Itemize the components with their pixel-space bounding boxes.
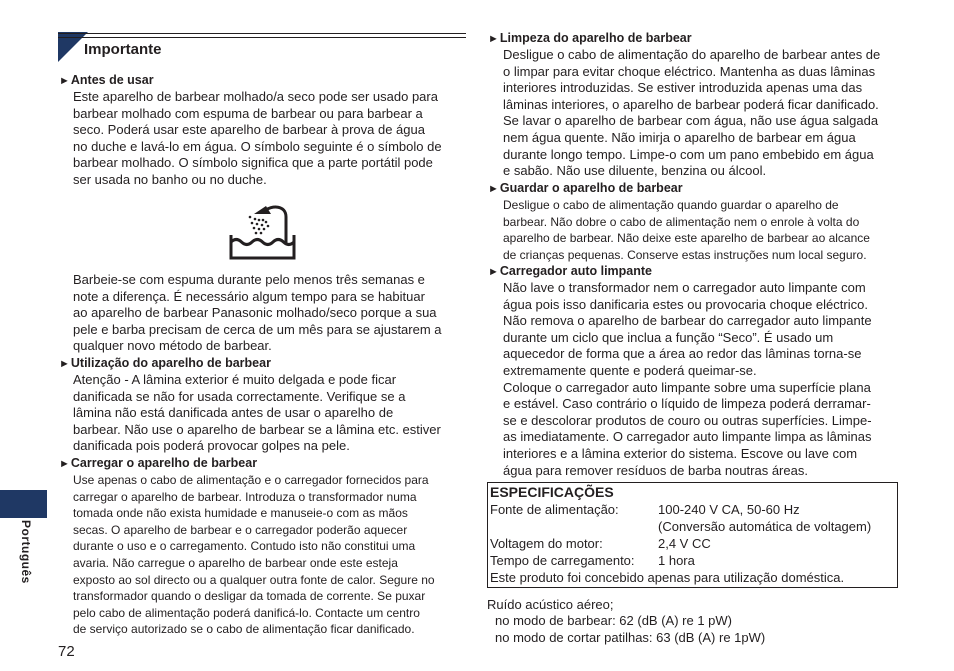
text-line: Não remova o aparelho de barbear do carregador auto limpante <box>503 313 872 329</box>
text-line: barbear molhado com espuma de barbear ou para barbear a <box>73 105 423 121</box>
triangle-bullet-icon: ► <box>59 75 70 87</box>
spec-power-note: (Conversão automática de voltagem) <box>658 519 872 534</box>
noise-title: Ruído acústico aéreo; <box>487 597 614 612</box>
text-line: pelo cabo de alimentação poderá danificá-lo. Contacte um centro <box>73 605 420 620</box>
text-line: se e descolorar produtos de couro ou outras superfícies. Limpe- <box>503 412 872 428</box>
language-side-tab <box>0 490 47 518</box>
text-line: água pois isso danificaria estes ou provocaria choque eléctrico. <box>503 296 868 312</box>
heading-text: Antes de usar <box>70 73 154 87</box>
triangle-bullet-icon: ► <box>59 458 70 470</box>
paragraph-carregador <box>503 280 872 479</box>
text-line: e sabão. Não use diluente, benzina ou álcool. <box>503 163 767 179</box>
heading-antes-de-usar <box>59 72 154 89</box>
heading-carregar <box>59 455 257 472</box>
text-line: Atenção - A lâmina exterior é muito delgada e pode ficar <box>73 372 397 387</box>
section-title: Importante <box>84 41 162 58</box>
heading-guardar <box>488 180 683 197</box>
triangle-bullet-icon: ► <box>488 33 499 45</box>
spec-charge-label: Tempo de carregamento: <box>490 553 635 568</box>
paragraph-limpeza <box>503 47 880 180</box>
text-line: no duche e lavá-lo em água. O símbolo seguinte é o símbolo de <box>73 138 442 154</box>
text-line: Use apenas o cabo de alimentação e o carregador fornecidos para <box>73 473 429 487</box>
text-line: carregar o aparelho de barbear. Introduza o transformador numa <box>73 489 417 504</box>
text-line: as imediatamente. O carregador auto limpante limpa as lâminas <box>503 429 872 445</box>
heading-text: Guardar o aparelho de barbear <box>499 181 683 195</box>
paragraph-guardar <box>503 197 870 263</box>
triangle-bullet-icon: ► <box>488 266 499 278</box>
text-line: Desligue o cabo de alimentação quando guardar o aparelho de <box>503 198 839 212</box>
text-line: pele e barba precisam de cerca de um mês para se ajustarem a <box>73 321 442 337</box>
text-line: lâmina não está danificada antes de usar o aparelho de <box>73 405 394 421</box>
page-number: 72 <box>58 643 75 660</box>
spec-motor-value: 2,4 V CC <box>658 536 711 551</box>
spec-charge-value: 1 hora <box>658 553 695 568</box>
text-line: qualquer novo método de barbear. <box>73 338 272 354</box>
heading-text: Carregar o aparelho de barbear <box>70 456 258 470</box>
text-line: tomada onde não exista humidade e manuseie-o com as mãos <box>73 506 408 521</box>
text-line: transformador quando o desligar da tomada de corrente. Se puxar <box>73 589 426 604</box>
title-rule-bottom <box>58 37 466 38</box>
text-line: de serviço autorizado se o cabo de alimentação ficar danificado. <box>73 622 415 637</box>
text-line: durante um ciclo que inclua a função “Seco”. É usado um <box>503 329 834 345</box>
text-line: barbear. Não dobre o cabo de alimentação nem o enrole à volta do <box>503 214 860 229</box>
spec-power-value: 100-240 V CA, 50-60 Hz <box>658 502 800 517</box>
text-line: interiores introduzidas. Se estiver introduzida apenas uma das <box>503 80 863 96</box>
spec-domestic-note: Este produto foi concebido apenas para utilização doméstica. <box>490 570 845 585</box>
text-line: de crianças pequenas. Conserve estas instruções num local seguro. <box>503 247 867 262</box>
paragraph-utilizacao <box>73 372 441 455</box>
spec-power-label: Fonte de alimentação: <box>490 502 619 517</box>
text-line: exposto ao sol directo ou a qualquer outra fonte de calor. Segure no <box>73 572 435 587</box>
text-line: água para remover resíduos de barba noutras áreas. <box>503 462 808 478</box>
text-line: interiores e a lâmina exterior do sistema. Escove ou lave com <box>503 445 858 461</box>
text-line: barbear. Não use o aparelho de barbear se a lâmina etc. estiver <box>73 421 441 437</box>
text-line: extremamente quente e poderá queimar-se. <box>503 362 757 378</box>
spec-motor-label: Voltagem do motor: <box>490 536 603 551</box>
paragraph-carregar <box>73 472 435 638</box>
text-line: ser usada no banho ou no duche. <box>73 171 267 187</box>
text-line: Não lave o transformador nem o carregador auto limpante com <box>503 280 866 295</box>
paragraph-antes-de-usar <box>73 89 442 189</box>
text-line: aparelho de barbear. Não deixe este aparelho de barbear ao alcance <box>503 231 870 246</box>
text-line: durante longo tempo. Limpe-o com um pano embebido em água <box>503 146 874 162</box>
specifications-title: ESPECIFICAÇÕES <box>490 484 614 500</box>
text-line: danificada se não for usada correctamente. Verifique se a <box>73 388 406 404</box>
text-line: seco. Poderá usar este aparelho de barbear à prova de água <box>73 122 425 138</box>
text-line: Este aparelho de barbear molhado/a seco pode ser usado para <box>73 89 438 104</box>
wet-shave-shower-icon <box>228 202 298 262</box>
text-line: ao aparelho de barbear Panasonic molhado/seco porque a sua <box>73 305 437 321</box>
text-line: e estável. Caso contrário o líquido de limpeza poderá derramar- <box>503 396 871 412</box>
triangle-bullet-icon: ► <box>59 358 70 370</box>
text-line: danificada pois poderá provocar golpes na pele. <box>73 438 350 454</box>
text-line: Barbeie-se com espuma durante pelo menos três semanas e <box>73 272 425 287</box>
text-line: Coloque o carregador auto limpante sobre uma superfície plana <box>503 379 871 395</box>
language-side-label: Português <box>19 520 33 584</box>
heading-carregador <box>488 263 652 280</box>
text-line: o limpar para evitar choque eléctrico. Mantenha as duas lâminas <box>503 63 876 79</box>
title-rule-top <box>58 33 466 34</box>
text-line: nem água quente. Não imirja o aparelho de barbear em água <box>503 129 856 145</box>
noise-line-trim: no modo de cortar patilhas: 63 (dB (A) re 1pW) <box>495 630 766 645</box>
heading-limpeza <box>488 30 692 47</box>
text-line: aquecedor de forma que a área ao redor das lâminas torna-se <box>503 346 862 362</box>
paragraph-barbeie-se <box>73 272 442 355</box>
heading-text: Limpeza do aparelho de barbear <box>499 31 692 45</box>
triangle-bullet-icon: ► <box>488 183 499 195</box>
text-line: note a diferença. É necessário algum tempo para se habituar <box>73 288 425 304</box>
text-line: barbear molhado. O símbolo significa que a parte portátil pode <box>73 155 433 171</box>
heading-text: Utilização do aparelho de barbear <box>70 356 271 370</box>
heading-utilizacao <box>59 355 271 372</box>
text-line: lâminas interiores, o aparelho de barbear poderá ficar danificado. <box>503 96 879 112</box>
heading-text: Carregador auto limpante <box>499 264 653 278</box>
text-line: secas. O aparelho de barbear e o carregador poderão aquecer <box>73 522 408 537</box>
noise-line-shave: no modo de barbear: 62 (dB (A) re 1 pW) <box>495 613 733 628</box>
text-line: Se lavar o aparelho de barbear com água, não use água salgada <box>503 113 879 129</box>
text-line: avaria. Não carregue o aparelho de barbear onde este esteja <box>73 555 398 570</box>
text-line: Desligue o cabo de alimentação do aparelho de barbear antes de <box>503 47 881 62</box>
text-line: durante o uso e o carregamento. Contudo isto não constitui uma <box>73 539 416 554</box>
